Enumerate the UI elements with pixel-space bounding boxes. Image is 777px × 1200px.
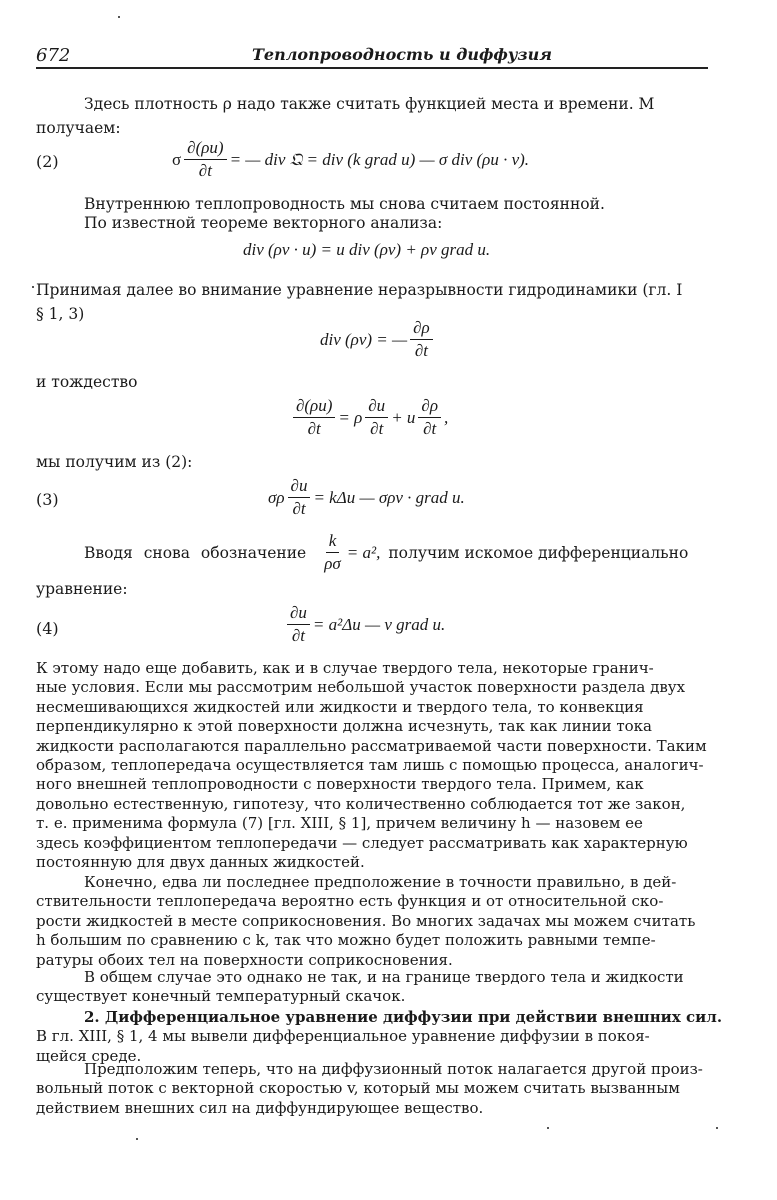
notation-numerator: k bbox=[326, 531, 340, 553]
notation-paragraph-cont bbox=[36, 578, 128, 602]
text-line: здесь коэффициентом теплопередачи — следует рассматривать как характерную bbox=[36, 833, 688, 852]
text-line: В гл. XIII, § 1, 4 мы вывели дифференциальное уравнение диффузии в покоя- bbox=[36, 1027, 650, 1046]
notation-denominator: ρσ bbox=[324, 554, 341, 573]
scan-speck bbox=[32, 286, 34, 288]
equation-number-4: (4) bbox=[36, 619, 59, 638]
text-line: ратуры обоих тел на поверхности соприкосновения. bbox=[36, 950, 453, 969]
continuity-numerator: ∂ρ bbox=[410, 318, 433, 340]
text-line: мы получим из (2): bbox=[36, 453, 193, 471]
page-number: 672 bbox=[36, 45, 71, 66]
text-line: получаем: bbox=[36, 119, 121, 137]
text-line: Конечно, едва ли последнее предположение в точности правильно, в дей- bbox=[84, 873, 677, 891]
equation-continuity bbox=[320, 318, 436, 361]
text-line: ные условия. Если мы рассмотрим небольшой участок поверхности раздела двух bbox=[36, 678, 686, 697]
eq2-numerator: ∂(ρu) bbox=[184, 138, 226, 160]
notation-prefix: Вводя снова обозначение bbox=[84, 543, 307, 562]
header-rule bbox=[36, 67, 708, 69]
text-line: несмешивающихся жидкостей или жидкости и твердого тела, то конвекция bbox=[36, 697, 644, 716]
eq4-numerator: ∂u bbox=[287, 603, 310, 625]
product-numerator-1: ∂(ρu) bbox=[293, 396, 335, 418]
final-paragraph bbox=[36, 1060, 703, 1118]
eq2-denominator: ∂t bbox=[198, 161, 212, 180]
section-2 bbox=[36, 1008, 722, 1066]
text-line: § 1, 3) bbox=[36, 304, 85, 323]
eq2-sigma: σ bbox=[172, 149, 182, 169]
eq3-fraction bbox=[288, 476, 311, 519]
notation-fraction bbox=[321, 531, 344, 574]
equation-number-3: (3) bbox=[36, 490, 59, 509]
accuracy-paragraph bbox=[36, 873, 695, 970]
continuity-fraction bbox=[410, 318, 433, 361]
notation-equals: = a², bbox=[346, 542, 381, 562]
text-line: Здесь плотность ρ надо также считать функцией места и времени. М bbox=[84, 95, 655, 113]
eq2-fraction bbox=[184, 138, 226, 181]
text-line: рости жидкостей в месте соприкосновения. Во многих задачах мы можем считать bbox=[36, 911, 696, 930]
equation-4 bbox=[284, 603, 445, 646]
equation-product-rule bbox=[290, 396, 448, 439]
product-fraction-3 bbox=[418, 396, 441, 439]
text-line: По известной теореме векторного анализа: bbox=[84, 214, 443, 232]
continuity-lhs: div (ρv) = — bbox=[320, 329, 408, 349]
text-line: Принимая далее во внимание уравнение неразрывности гидродинамики (гл. I bbox=[36, 281, 683, 299]
product-fraction-1 bbox=[293, 396, 335, 439]
product-denominator-1: ∂t bbox=[307, 419, 321, 438]
product-mid-2: + u bbox=[391, 407, 416, 427]
section-heading: 2. Дифференциальное уравнение диффузии при действии внешних сил. bbox=[84, 1008, 723, 1026]
notation-suffix: получим искомое дифференциально bbox=[388, 543, 689, 562]
product-numerator-2: ∂u bbox=[365, 396, 388, 418]
equation-2 bbox=[172, 138, 529, 181]
text-line: образом, теплопередача осуществляется там лишь с помощью процесса, аналогич- bbox=[36, 756, 704, 775]
eq3-numerator: ∂u bbox=[288, 476, 311, 498]
eq3-lhs: σρ bbox=[268, 487, 285, 507]
vector-theorem-paragraph bbox=[84, 212, 442, 236]
scan-speck bbox=[547, 1127, 549, 1129]
eq4-fraction bbox=[287, 603, 310, 646]
equation-3 bbox=[268, 476, 465, 519]
product-denominator-3: ∂t bbox=[423, 419, 437, 438]
identity-text: div (ρv · u) = u div (ρv) + ρv grad u. bbox=[243, 240, 491, 259]
intro-paragraph-cont bbox=[36, 117, 121, 141]
notation-paragraph bbox=[84, 531, 688, 574]
text-line: перпендикулярно к этой поверхности должна исчезнуть, так как линии тока bbox=[36, 717, 652, 736]
continuity-denominator: ∂t bbox=[414, 341, 428, 360]
text-line: действием внешних сил на диффундирующее вещество. bbox=[36, 1098, 484, 1117]
boundary-paragraph bbox=[36, 659, 707, 872]
jump-paragraph bbox=[36, 968, 684, 1007]
text-line: довольно естественную, гипотезу, что количественно соблюдается тот же закон, bbox=[36, 794, 686, 813]
text-line: Внутреннюю теплопроводность мы снова считаем постоянной. bbox=[84, 195, 605, 213]
text-line: постоянную для двух данных жидкостей. bbox=[36, 853, 365, 872]
eq3-denominator: ∂t bbox=[292, 499, 306, 518]
product-tail: , bbox=[443, 407, 449, 427]
obtain-paragraph bbox=[36, 451, 192, 475]
product-mid-1: = ρ bbox=[338, 407, 363, 427]
text-line: К этому надо еще добавить, как и в случае твердого тела, некоторые гранич- bbox=[36, 659, 654, 677]
text-line: существует конечный температурный скачок. bbox=[36, 987, 406, 1006]
notation-formula bbox=[318, 531, 380, 574]
text-line: уравнение: bbox=[36, 580, 128, 598]
text-line: жидкости располагаются параллельно рассматриваемой части поверхности. Таким bbox=[36, 736, 707, 755]
scan-speck bbox=[118, 16, 120, 18]
text-line: В общем случае это однако не так, и на границе твердого тела и жидкости bbox=[84, 968, 684, 986]
text-line: щейся среде. bbox=[36, 1046, 142, 1065]
eq4-rhs: = a²Δu — v grad u. bbox=[312, 614, 446, 634]
text-line: вольный поток с векторной скоростью v, который мы можем считать вызванным bbox=[36, 1079, 680, 1098]
text-line: ного внешней теплопроводности с поверхности твердого тела. Примем, как bbox=[36, 775, 644, 794]
identity-label bbox=[36, 371, 137, 395]
text-line: ствительности теплопередача вероятно есть функция и от относительной ско- bbox=[36, 892, 664, 911]
running-title: Теплопроводность и диффузия bbox=[252, 45, 552, 64]
scan-speck bbox=[716, 1127, 718, 1129]
eq3-rhs: = kΔu — σρv · grad u. bbox=[313, 487, 465, 507]
intro-paragraph bbox=[84, 93, 654, 117]
eq2-rhs: = — div 𝔔 = div (k grad u) — σ div (ρu · v). bbox=[229, 149, 530, 169]
equation-number-2: (2) bbox=[36, 152, 59, 171]
product-numerator-3: ∂ρ bbox=[418, 396, 441, 418]
text-line: т. е. применима формула (7) [гл. XIII, § 1], причем величину h — назовем ее bbox=[36, 814, 643, 833]
text-line: и тождество bbox=[36, 373, 138, 391]
text-line: h большим по сравнению с k, так что можно будет положить равными темпе- bbox=[36, 931, 656, 950]
eq4-denominator: ∂t bbox=[291, 626, 306, 645]
text-line: Предположим теперь, что на диффузионный поток налагается другой произ- bbox=[84, 1060, 703, 1078]
scan-speck bbox=[136, 1138, 138, 1140]
product-fraction-2 bbox=[365, 396, 388, 439]
product-denominator-2: ∂t bbox=[370, 419, 384, 438]
equation-vector-identity bbox=[243, 240, 490, 260]
